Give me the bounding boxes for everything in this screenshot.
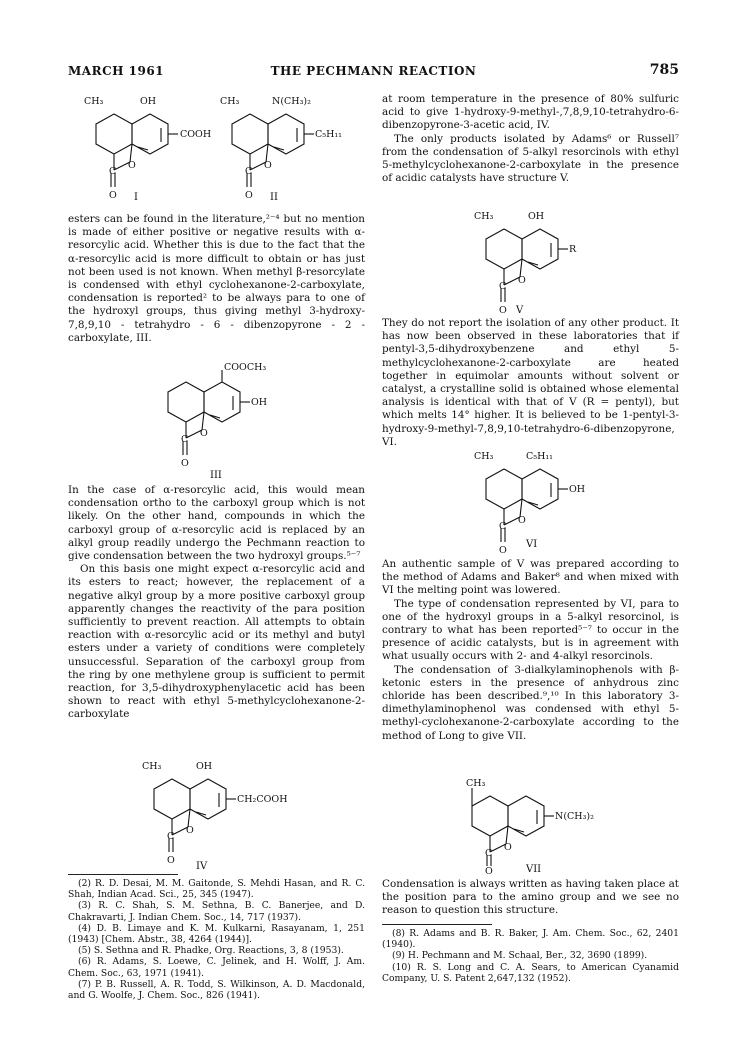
footnote-rule-right bbox=[382, 924, 492, 925]
mol-label-c: C bbox=[245, 166, 253, 177]
mol-label-o-keto: O bbox=[485, 866, 493, 877]
footnotes-left bbox=[68, 878, 365, 1001]
mol-label-right: OH bbox=[569, 484, 586, 495]
right-column-text-4 bbox=[382, 878, 679, 918]
mol-label-top-mid: N(CH₃)₂ bbox=[272, 96, 311, 107]
mol-label-top-mid: C₅H₁₁ bbox=[526, 451, 553, 462]
header-title: THE PECHMANN REACTION bbox=[270, 64, 477, 78]
paragraph: An authentic sample of V was prepared according to the method of Adams and Baker⁸ and when mixed with VI the melting point was lowered. bbox=[382, 558, 679, 597]
mol-numeral: II bbox=[270, 192, 278, 203]
mol-label-o-ring: O bbox=[504, 842, 512, 853]
footnote: (7) P. B. Russell, A. R. Todd, S. Wilkinson, A. D. Macdonald, and G. Woolfe, J. Chem. Soc., 826 (1941). bbox=[68, 978, 365, 1002]
header-date: MARCH 1961 bbox=[68, 64, 165, 78]
mol-label-o-keto: O bbox=[499, 545, 507, 556]
footnote-rule-left bbox=[68, 874, 178, 875]
footnote: (4) D. B. Limaye and K. M. Kulkarni, Rasayanam, 1, 251 (1943) [Chem. Abstr., 38, 4264 (1944)]. bbox=[68, 922, 365, 946]
mol-label-o-ring: O bbox=[186, 825, 194, 836]
paragraph: at room temperature in the presence of 80% sulfuric acid to give 1-hydroxy-9-methyl-,7,8,9,10-tetrahydro-6-dibenzopyrone-3-acetic acid, IV. bbox=[382, 93, 679, 132]
footnote: (6) R. Adams, S. Loewe, C. Jelinek, and H. Wolff, J. Am. Chem. Soc., 63, 1971 (1941). bbox=[68, 956, 365, 979]
structure-VII bbox=[454, 774, 604, 877]
mol-label-top-mid: OH bbox=[196, 761, 213, 772]
mol-label-c: C bbox=[499, 521, 507, 532]
mol-label-o-keto: O bbox=[109, 190, 117, 201]
mol-label-c: C bbox=[485, 848, 493, 859]
right-column-text-2 bbox=[382, 317, 679, 449]
structure-II bbox=[214, 92, 344, 212]
mol-label-c: C bbox=[499, 281, 507, 292]
mol-label-o-ring: O bbox=[518, 275, 526, 286]
right-column-text-3 bbox=[382, 558, 679, 743]
mol-label-right: R bbox=[569, 244, 577, 255]
mol-label-o-ring: O bbox=[518, 515, 526, 526]
mol-label-top-left: CH₃ bbox=[142, 761, 162, 772]
footnote: (2) R. D. Desai, M. M. Gaitonde, S. Mehdi Hasan, and R. C. Shah, Indian Acad. Sci., 25, 345 (1947). bbox=[68, 878, 365, 901]
mol-label-top-mid: OH bbox=[528, 211, 545, 222]
mol-label-right: C₅H₁₁ bbox=[315, 129, 342, 140]
structure-I bbox=[78, 92, 212, 212]
mol-numeral: IV bbox=[196, 861, 208, 872]
mol-label-top-left: CH₃ bbox=[474, 451, 494, 462]
mol-label-top-left: CH₃ bbox=[466, 778, 486, 789]
mol-label-top-mid: OH bbox=[140, 96, 157, 107]
footnote: (8) R. Adams and B. R. Baker, J. Am. Chem. Soc., 62, 2401 (1940). bbox=[382, 928, 679, 951]
structure-III bbox=[150, 360, 290, 482]
left-column-text-1 bbox=[68, 213, 365, 345]
mol-label-top-left: CH₃ bbox=[220, 96, 240, 107]
structure-IV bbox=[136, 757, 286, 872]
paragraph: Condensation is always written as having taken place at the position para to the amino group and we see no reason to question this structure. bbox=[382, 878, 679, 917]
mol-label-top-mid: COOCH₃ bbox=[224, 362, 267, 373]
paragraph: The condensation of 3-dialkylaminophenols with β-ketonic esters in the presence of anhydrous zinc chloride has been described.⁹,¹⁰ In this laboratory 3-dimethylaminophenol was condensed with ethyl 5-methyl-cyclohexanone-2-carboxylate according to the method of Long to give VII. bbox=[382, 663, 679, 742]
mol-label-c: C bbox=[109, 166, 117, 177]
right-column-text-1 bbox=[382, 93, 679, 185]
mol-label-o-ring: O bbox=[128, 160, 136, 171]
paragraph: The only products isolated by Adams⁶ or Russell⁷ from the condensation of 5-alkyl resorcinols with ethyl 5-methylcyclohexanone-2-carboxylate in the presence of acidic catalysts have structure V. bbox=[382, 132, 679, 185]
paragraph: The type of condensation represented by VI, para to one of the hydroxyl groups in a 5-alkyl resorcinol, is contrary to what has been reported⁵⁻⁷ to occur in the presence of acidic catalysts, but is in agreement with what usually occurs with 2- and 4-alkyl resorcinols. bbox=[382, 597, 679, 663]
mol-label-right: CH₂COOH bbox=[237, 794, 288, 805]
mol-numeral: VI bbox=[526, 539, 538, 550]
mol-label-top-left: CH₃ bbox=[474, 211, 494, 222]
mol-label-o-ring: O bbox=[264, 160, 272, 171]
mol-label-right: OH bbox=[251, 397, 268, 408]
mol-label-top-left: CH₃ bbox=[84, 96, 104, 107]
running-header bbox=[68, 62, 679, 82]
mol-label-o-keto: O bbox=[167, 855, 175, 866]
footnotes-right bbox=[382, 928, 679, 984]
paragraph: esters can be found in the literature,²⁻⁴ but no mention is made of either positive or negative results with α-resorcylic acid. Whether this is due to the fact that the α-resorcylic acid is more difficult to obtain or has just not been used is not known. When methyl β-resorcylate is condensed with ethyl cyclohexanone-2-carboxylate, condensation is reported² to be always para to one of the hydroxyl groups, thus giving methyl 3-hydroxy-7,8,9,10 - tetrahydro - 6 - dibenzopyrone - 2 - carboxylate, III. bbox=[68, 213, 365, 344]
mol-label-right: N(CH₃)₂ bbox=[555, 811, 594, 822]
paragraph: On this basis one might expect α-resorcylic acid and its esters to react; however, the replacement of a negative alkyl group by a more positive carboxyl group apparently changes the reactivity of the para position sufficiently to prevent reaction. All attempts to obtain reaction with α-resorcylic acid or its methyl and butyl esters under a variety of conditions were completely unsuccessful. Separation of the carboxyl group from the ring by one methylene group is sufficient to permit reaction, for 3,5-dihydroxyphenylacetic acid has been shown to react with ethyl 5-methylcyclohexanone-2-carboxylate bbox=[68, 563, 365, 721]
mol-numeral: I bbox=[134, 192, 138, 203]
footnote: (10) R. S. Long and C. A. Sears, to American Cyanamid Company, U. S. Patent 2,647,132 (1952). bbox=[382, 961, 679, 984]
mol-numeral: III bbox=[210, 470, 222, 481]
mol-label-o-keto: O bbox=[245, 190, 253, 201]
paragraph: In the case of α-resorcylic acid, this would mean condensation ortho to the carboxyl group which is not likely. On the other hand, compounds in which the carboxyl group of α-resorcylic acid is replaced by an alkyl group readily undergo the Pechmann reaction to give condensation between the two hydroxyl groups.⁵⁻⁷ bbox=[68, 484, 365, 563]
footnote: (9) H. Pechmann and M. Schaal, Ber., 32, 3690 (1899). bbox=[392, 950, 648, 962]
structure-VI bbox=[468, 447, 608, 557]
footnote: (5) S. Sethna and R. Phadke, Org. Reactions, 3, 8 (1953). bbox=[78, 945, 344, 957]
mol-label-c: C bbox=[181, 434, 189, 445]
paragraph: They do not report the isolation of any other product. It has now been observed in these laboratories that if pentyl-3,5-dihydroxybenzene and ethyl 5-methylcyclohexanone-2-carboxylate are heated together in equimolar amounts without solvent or catalyst, a crystalline solid is obtained whose elemental analysis is identical with that of V (R = pentyl), but which melts 14° higher. It is believed to be 1-pentyl-3-hydroxy-9-methyl-7,8,9,10-tetrahydro-6-dibenzopyrone, VI. bbox=[382, 317, 679, 448]
page-number: 785 bbox=[649, 62, 679, 78]
mol-label-right: COOH bbox=[180, 129, 212, 140]
left-column-text-2 bbox=[68, 484, 365, 722]
mol-label-c: C bbox=[167, 831, 175, 842]
mol-numeral: V bbox=[516, 305, 524, 316]
structure-V bbox=[468, 207, 588, 315]
footnote: (3) R. C. Shah, S. M. Sethna, B. C. Banerjee, and D. Chakravarti, J. Indian Chem. Soc., 14, 717 (1937). bbox=[68, 900, 365, 923]
mol-label-o-keto: O bbox=[181, 458, 189, 469]
mol-numeral: VII bbox=[526, 864, 542, 875]
mol-label-o-ring: O bbox=[200, 428, 208, 439]
mol-label-o-keto: O bbox=[499, 305, 507, 316]
